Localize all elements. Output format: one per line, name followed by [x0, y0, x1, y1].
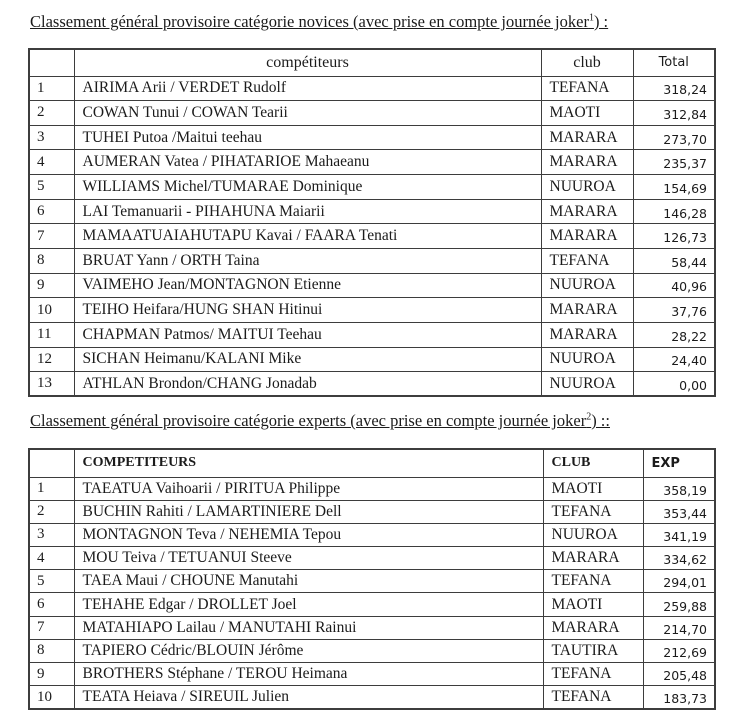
score-cell: 235,37	[633, 150, 715, 175]
score-cell: 294,01	[643, 570, 715, 593]
rank-cell: 2	[29, 500, 74, 523]
score-cell: 126,73	[633, 224, 715, 249]
competitors-cell: TAPIERO Cédric/BLOUIN Jérôme	[74, 639, 543, 662]
rank-cell: 3	[29, 523, 74, 546]
table-row	[29, 76, 715, 101]
competitors-cell: TEIHO Heifara/HUNG SHAN Hitinui	[74, 298, 541, 323]
rank-cell: 10	[29, 686, 74, 709]
score-cell: 58,44	[633, 248, 715, 273]
competitors-cell: AIRIMA Arii / VERDET Rudolf	[74, 76, 541, 101]
club-cell: TEFANA	[541, 76, 633, 101]
competitors-cell: BRUAT Yann / ORTH Taina	[74, 248, 541, 273]
club-cell: NUUROA	[541, 372, 633, 397]
competitors-cell: MAMAATUAIAHUTAPU Kavai / FAARA Tenati	[74, 224, 541, 249]
club-cell: NUUROA	[543, 523, 643, 546]
club-cell: MARARA	[543, 616, 643, 639]
rank-cell: 9	[29, 663, 74, 686]
table-row	[29, 199, 715, 224]
club-cell: MARARA	[541, 322, 633, 347]
table-row	[29, 570, 715, 593]
club-cell: NUUROA	[541, 175, 633, 200]
club-cell: MARARA	[541, 298, 633, 323]
novices-title	[30, 12, 608, 32]
competitors-cell: MOU Teiva / TETUANUI Steeve	[74, 547, 543, 570]
rank-cell: 8	[29, 248, 74, 273]
experts-table-body	[29, 477, 715, 709]
experts-table-header	[29, 449, 715, 477]
table-row	[29, 125, 715, 150]
score-cell: 154,69	[633, 175, 715, 200]
experts-title-tail: ) ::	[591, 411, 610, 430]
experts-title-text: Classement général provisoire catégorie experts (avec prise en compte journée joker	[30, 411, 587, 430]
club-cell: MAOTI	[543, 477, 643, 500]
score-cell: 40,96	[633, 273, 715, 298]
competitors-cell: MATAHIAPO Lailau / MANUTAHI Rainui	[74, 616, 543, 639]
exp-column-header: EXP	[643, 449, 715, 477]
score-cell: 259,88	[643, 593, 715, 616]
score-cell: 212,69	[643, 639, 715, 662]
rank-cell: 6	[29, 593, 74, 616]
club-cell: TAUTIRA	[543, 639, 643, 662]
score-cell: 353,44	[643, 500, 715, 523]
novices-table-header	[29, 49, 715, 76]
rank-cell: 5	[29, 570, 74, 593]
table-row	[29, 347, 715, 372]
table-row	[29, 686, 715, 709]
total-column-header: Total	[633, 49, 715, 76]
rank-cell: 1	[29, 76, 74, 101]
competitors-column-header: compétiteurs	[74, 49, 541, 76]
rank-cell: 5	[29, 175, 74, 200]
rank-cell: 4	[29, 150, 74, 175]
rank-cell: 9	[29, 273, 74, 298]
score-cell: 205,48	[643, 663, 715, 686]
rank-cell: 10	[29, 298, 74, 323]
table-row	[29, 224, 715, 249]
competitors-cell: BROTHERS Stéphane / TEROU Heimana	[74, 663, 543, 686]
club-cell: TEFANA	[543, 500, 643, 523]
club-cell: MARARA	[543, 547, 643, 570]
score-cell: 37,76	[633, 298, 715, 323]
competitors-cell: BUCHIN Rahiti / LAMARTINIERE Dell	[74, 500, 543, 523]
rank-cell: 7	[29, 224, 74, 249]
table-row	[29, 500, 715, 523]
novices-table-body	[29, 76, 715, 396]
table-row	[29, 298, 715, 323]
score-cell: 318,24	[633, 76, 715, 101]
score-cell: 273,70	[633, 125, 715, 150]
table-row	[29, 175, 715, 200]
club-cell: MAOTI	[543, 593, 643, 616]
rank-cell: 8	[29, 639, 74, 662]
competitors-cell: TAEA Maui / CHOUNE Manutahi	[74, 570, 543, 593]
competitors-cell: TEATA Heiava / SIREUIL Julien	[74, 686, 543, 709]
table-row	[29, 547, 715, 570]
competitors-cell: MONTAGNON Teva / NEHEMIA Tepou	[74, 523, 543, 546]
score-cell: 341,19	[643, 523, 715, 546]
score-cell: 312,84	[633, 101, 715, 126]
rank-cell: 7	[29, 616, 74, 639]
score-cell: 334,62	[643, 547, 715, 570]
club-column-header: CLUB	[543, 449, 643, 477]
score-cell: 183,73	[643, 686, 715, 709]
competitors-cell: CHAPMAN Patmos/ MAITUI Teehau	[74, 322, 541, 347]
club-cell: MARARA	[541, 224, 633, 249]
table-row	[29, 372, 715, 397]
club-cell: TEFANA	[543, 686, 643, 709]
rank-column-header	[29, 49, 74, 76]
table-row	[29, 477, 715, 500]
rank-cell: 4	[29, 547, 74, 570]
competitors-cell: AUMERAN Vatea / PIHATARIOE Mahaeanu	[74, 150, 541, 175]
rank-cell: 6	[29, 199, 74, 224]
table-row	[29, 593, 715, 616]
club-cell: TEFANA	[543, 663, 643, 686]
rank-cell: 11	[29, 322, 74, 347]
club-cell: NUUROA	[541, 273, 633, 298]
score-cell: 24,40	[633, 347, 715, 372]
table-row	[29, 150, 715, 175]
score-cell: 214,70	[643, 616, 715, 639]
score-cell: 0,00	[633, 372, 715, 397]
table-row	[29, 273, 715, 298]
club-cell: NUUROA	[541, 347, 633, 372]
competitors-cell: COWAN Tunui / COWAN Tearii	[74, 101, 541, 126]
club-cell: MAOTI	[541, 101, 633, 126]
rank-cell: 12	[29, 347, 74, 372]
novices-title-footnote-ref: 1	[588, 12, 594, 24]
rank-cell: 13	[29, 372, 74, 397]
table-row	[29, 616, 715, 639]
competitors-cell: VAIMEHO Jean/MONTAGNON Etienne	[74, 273, 541, 298]
club-cell: MARARA	[541, 150, 633, 175]
table-row	[29, 523, 715, 546]
competitors-cell: LAI Temanuarii - PIHAHUNA Maiarii	[74, 199, 541, 224]
competitors-cell: TUHEI Putoa /Maitui teehau	[74, 125, 541, 150]
club-cell: MARARA	[541, 199, 633, 224]
competitors-column-header: COMPETITEURS	[74, 449, 543, 477]
rank-cell: 2	[29, 101, 74, 126]
header-row	[29, 49, 715, 76]
score-cell: 146,28	[633, 199, 715, 224]
header-row	[29, 449, 715, 477]
competitors-cell: SICHAN Heimanu/KALANI Mike	[74, 347, 541, 372]
novices-title-text: Classement général provisoire catégorie novices (avec prise en compte journée joker	[30, 12, 589, 31]
table-row	[29, 101, 715, 126]
novices-ranking-table	[28, 48, 716, 397]
score-cell: 28,22	[633, 322, 715, 347]
club-cell: TEFANA	[543, 570, 643, 593]
score-cell: 358,19	[643, 477, 715, 500]
table-row	[29, 639, 715, 662]
rank-cell: 3	[29, 125, 74, 150]
experts-title	[30, 411, 610, 431]
competitors-cell: WILLIAMS Michel/TUMARAE Dominique	[74, 175, 541, 200]
table-row	[29, 248, 715, 273]
club-column-header: club	[541, 49, 633, 76]
club-cell: TEFANA	[541, 248, 633, 273]
experts-title-footnote-ref: 2	[586, 411, 592, 423]
experts-ranking-table	[28, 448, 716, 710]
novices-title-tail: ) :	[593, 12, 609, 31]
table-row	[29, 322, 715, 347]
table-row	[29, 663, 715, 686]
competitors-cell: TAEATUA Vaihoarii / PIRITUA Philippe	[74, 477, 543, 500]
rank-cell: 1	[29, 477, 74, 500]
rank-column-header	[29, 449, 74, 477]
club-cell: MARARA	[541, 125, 633, 150]
competitors-cell: ATHLAN Brondon/CHANG Jonadab	[74, 372, 541, 397]
competitors-cell: TEHAHE Edgar / DROLLET Joel	[74, 593, 543, 616]
